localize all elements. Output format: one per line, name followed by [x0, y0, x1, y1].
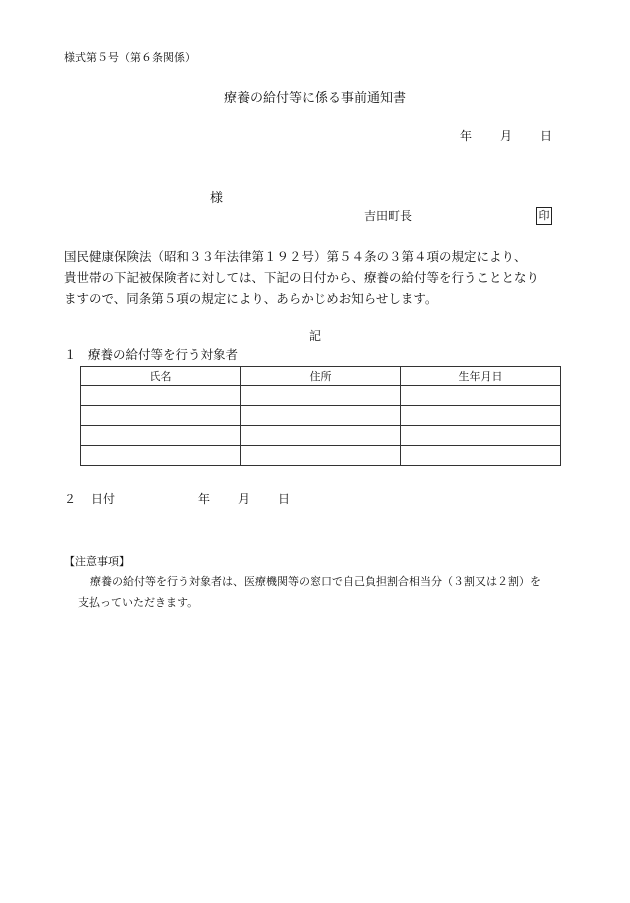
- section-2-number: ２: [64, 492, 77, 506]
- address-cell[interactable]: [241, 386, 401, 406]
- table-header-row: [81, 367, 561, 386]
- address-cell[interactable]: [241, 446, 401, 466]
- section-2-day: 日: [278, 492, 291, 506]
- notes-heading: 【注意事項】: [64, 555, 130, 568]
- document-title: 療養の給付等に係る事前通知書: [223, 91, 406, 106]
- seal-box: 印: [536, 207, 552, 225]
- section-1-number: １: [64, 347, 77, 362]
- addressee-suffix: 様: [210, 191, 224, 206]
- section-2-year: 年: [198, 492, 211, 506]
- column-header-birthdate: 生年月日: [401, 367, 561, 386]
- form-number: 様式第５号（第６条関係）: [64, 51, 196, 64]
- name-cell[interactable]: [81, 426, 241, 446]
- address-cell[interactable]: [241, 426, 401, 446]
- section-2-month: 月: [238, 492, 251, 506]
- column-header-address: 住所: [241, 367, 401, 386]
- section-2-label: 日付: [91, 492, 116, 506]
- sender-name: 吉田町長: [364, 209, 413, 223]
- name-cell[interactable]: [81, 446, 241, 466]
- address-cell[interactable]: [241, 406, 401, 426]
- notes-line-1: 療養の給付等を行う対象者は、医療機関等の窓口で自己負担割合相当分（３割又は２割）を: [90, 575, 541, 588]
- notes-line-2: 支払っていただきます。: [78, 596, 199, 609]
- body-line: 貴世帯の下記被保険者に対しては、下記の日付から、療養の給付等を行うこととなり: [64, 270, 540, 285]
- birthdate-cell[interactable]: [401, 406, 561, 426]
- section-1-label: 療養の給付等を行う対象者: [88, 347, 239, 362]
- name-cell[interactable]: [81, 386, 241, 406]
- notice-body: [64, 246, 574, 309]
- birthdate-cell[interactable]: [401, 426, 561, 446]
- column-header-name: 氏名: [81, 367, 241, 386]
- table-row: [81, 406, 561, 426]
- target-persons-table: [80, 366, 561, 466]
- body-line: ますので、同条第５項の規定により、あらかじめお知らせします。: [64, 291, 438, 306]
- issue-date-day: 日: [540, 129, 553, 143]
- table-row: [81, 426, 561, 446]
- table-row: [81, 446, 561, 466]
- issue-date-month: 月: [500, 129, 513, 143]
- ki-heading: 記: [308, 329, 321, 343]
- birthdate-cell[interactable]: [401, 446, 561, 466]
- issue-date-year: 年: [460, 129, 473, 143]
- table-row: [81, 386, 561, 406]
- birthdate-cell[interactable]: [401, 386, 561, 406]
- section-1-heading: [64, 349, 238, 362]
- body-line: 国民健康保険法（昭和３３年法律第１９２号）第５４条の３第４項の規定により、: [64, 249, 527, 264]
- name-cell[interactable]: [81, 406, 241, 426]
